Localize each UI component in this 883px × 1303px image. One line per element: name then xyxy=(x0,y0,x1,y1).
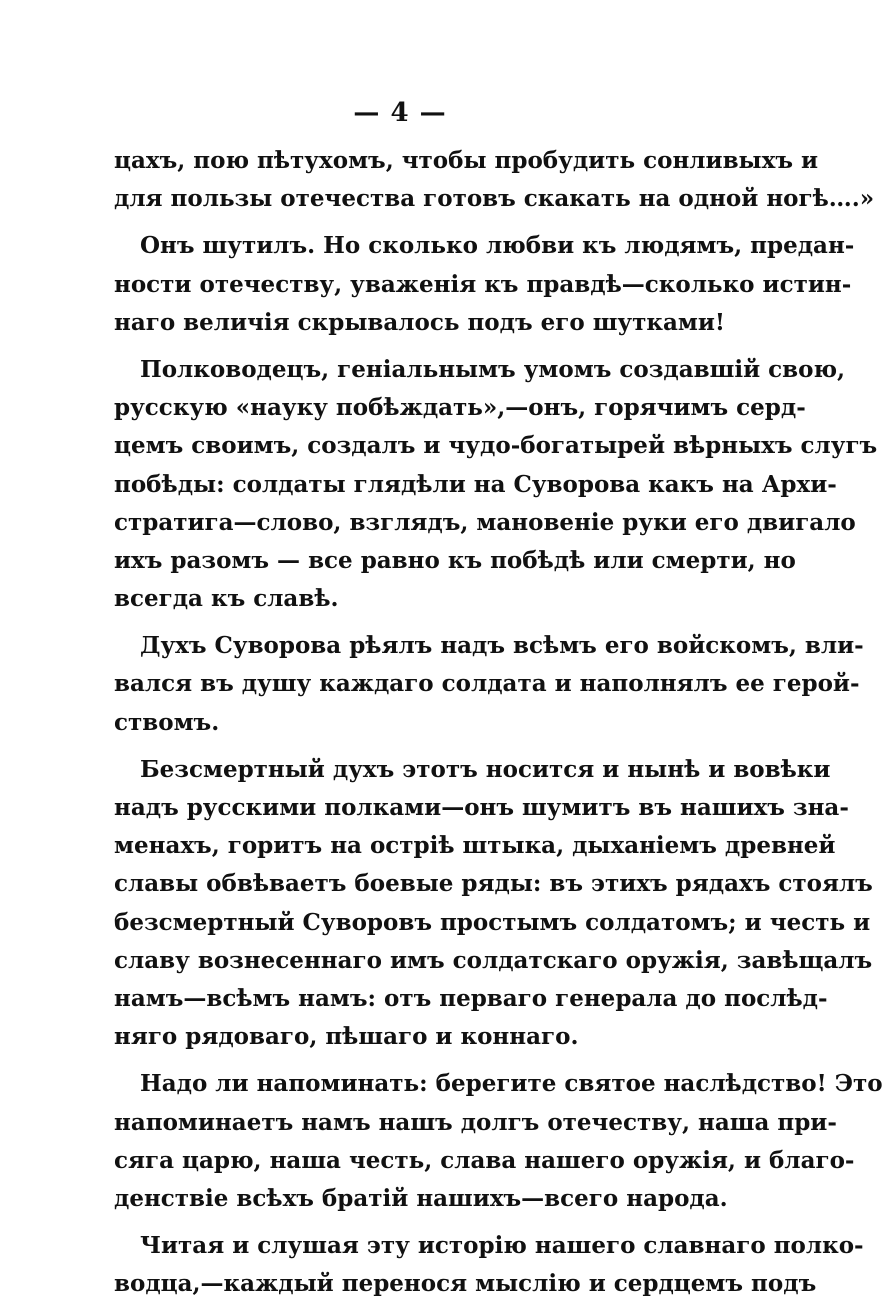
text-line: Читая и слушая эту исторію нашего славнаго полко- xyxy=(140,1232,864,1260)
text-line: наго величія скрывалось подъ его шутками! xyxy=(114,308,726,336)
text-line: ности отечеству, уваженія къ правдѣ—сколько истин- xyxy=(114,270,852,298)
text-line: русскую «науку побѣждать»,—онъ, горячимъ серд- xyxy=(114,394,806,422)
text-line: няго рядоваго, пѣшаго и коннаго. xyxy=(114,1023,579,1051)
text-line: стратига—слово, взглядъ, мановеніе руки его двигало xyxy=(114,508,856,536)
text-line: денствіе всѣхъ братій нашихъ—всего народа. xyxy=(114,1184,728,1212)
text-line: славу вознесеннаго имъ солдатскаго оружія, завѣщалъ xyxy=(114,946,873,974)
text-line: безсмертный Суворовъ простымъ солдатомъ; и честь и xyxy=(114,908,871,936)
text-line: цемъ своимъ, создалъ и чудо-богатырей вѣрныхъ слугъ xyxy=(114,432,878,460)
text-line: Надо ли напоминать: берегите святое наслѣдство! Это xyxy=(140,1070,883,1098)
text-line: сяга царю, наша честь, слава нашего оружія, и благо- xyxy=(114,1146,855,1174)
text-line: надъ русскими полками—онъ шумитъ въ нашихъ зна- xyxy=(114,794,849,821)
text-line: цахъ, пою пѣтухомъ, чтобы пробудить сонливыхъ и xyxy=(114,147,819,174)
text-line: напоминаетъ намъ нашъ долгъ отечеству, наша при- xyxy=(114,1108,837,1136)
text-line: намъ—всѣмъ намъ: отъ перваго генерала до послѣд- xyxy=(114,984,828,1012)
text-line: Онъ шутилъ. Но сколько любви къ людямъ, предан- xyxy=(140,232,855,260)
text-line: побѣды: солдаты глядѣли на Суворова какъ на Архи- xyxy=(114,470,837,498)
text-line: водца,—каждый перенося мыслію и сердцемъ подъ xyxy=(114,1270,817,1298)
text-line: ствомъ. xyxy=(114,708,220,736)
text-line: вался въ душу каждаго солдата и наполнялъ ее герой- xyxy=(114,670,860,698)
text-line: Духъ Суворова рѣялъ надъ всѣмъ его войскомъ, вли- xyxy=(140,632,864,660)
text-line: ихъ разомъ — все равно къ побѣдѣ или смерти, но xyxy=(114,546,796,574)
text-body xyxy=(114,142,883,1303)
text-line: для пользы отечества готовъ скакать на одной ногѣ….» xyxy=(114,185,875,213)
page-number: — 4 — xyxy=(353,98,447,128)
text-line: всегда къ славѣ. xyxy=(114,585,339,613)
text-line: Безсмертный духъ этотъ носится и нынѣ и вовѣки xyxy=(140,755,831,783)
text-line: менахъ, горитъ на острiѣ штыка, дыханіемъ древней xyxy=(114,832,836,860)
text-line: Полководецъ, геніальнымъ умомъ создавшій свою, xyxy=(140,355,846,383)
text-line: славы обвѣваетъ боевые ряды: въ этихъ рядахъ стоялъ xyxy=(114,870,873,898)
